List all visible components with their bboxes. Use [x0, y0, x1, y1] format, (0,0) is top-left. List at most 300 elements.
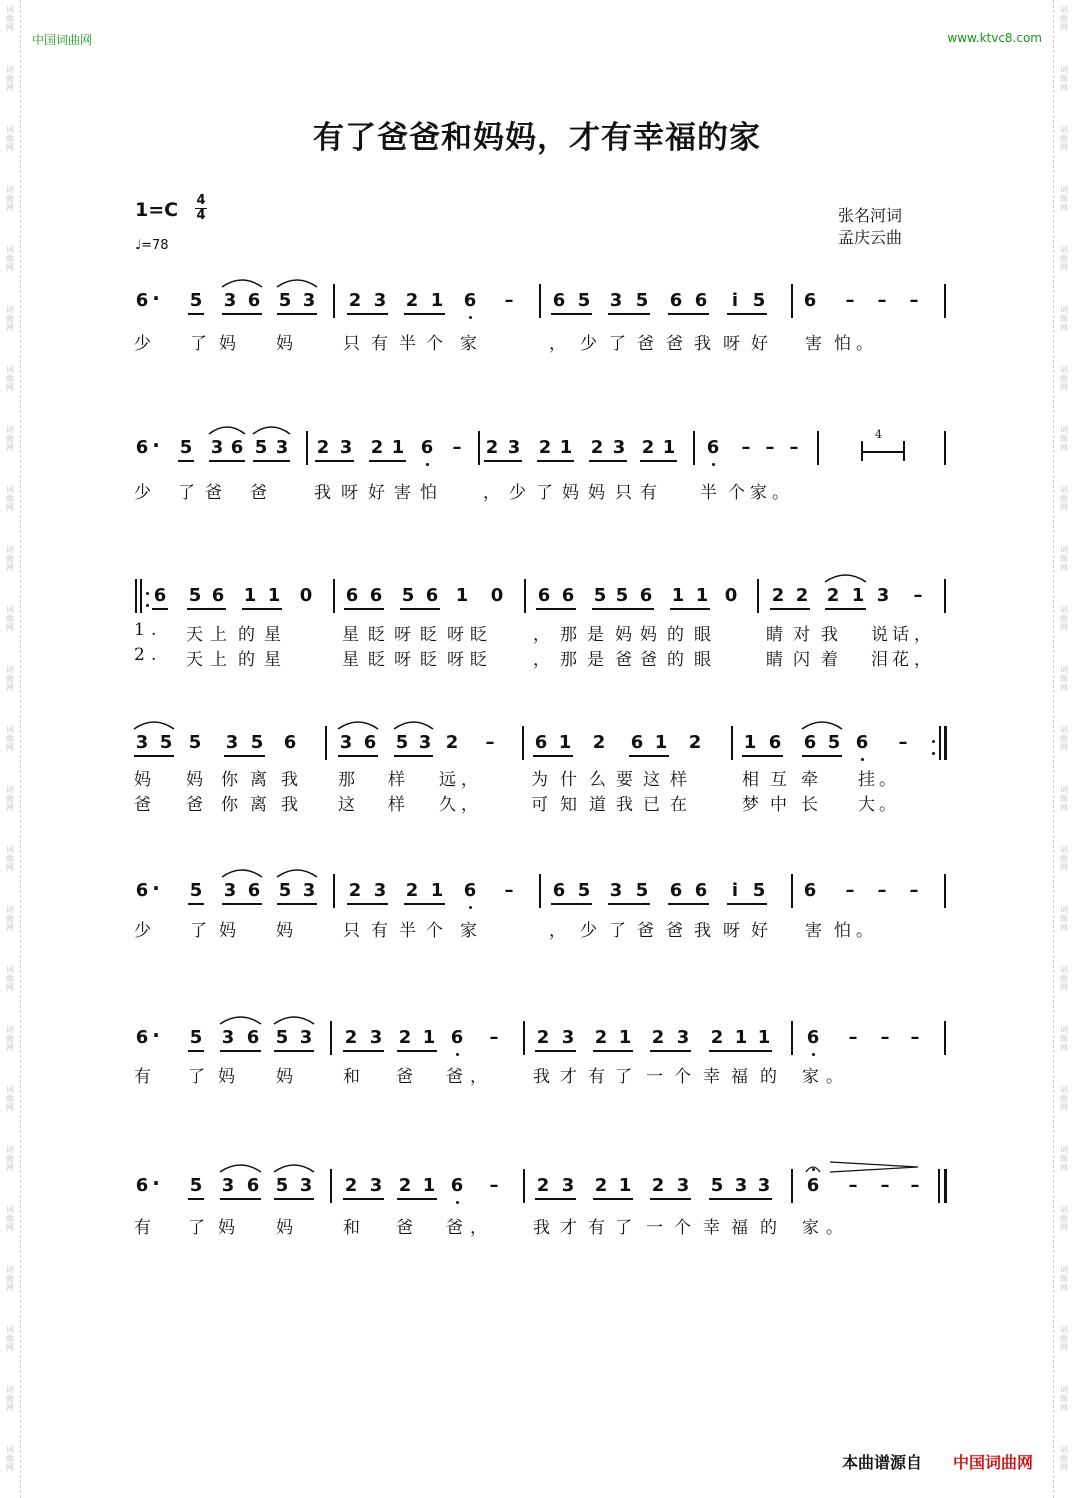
beam-underline [152, 608, 168, 610]
barline [333, 284, 335, 318]
note-digit: – [910, 1175, 920, 1196]
lyric-char: 我 [281, 770, 298, 790]
repeat-or-final-bar [944, 1169, 947, 1203]
lyric-char: 我 [694, 921, 711, 941]
watermark-text: 词 曲 网 [6, 425, 14, 452]
watermark-text: 词 曲 网 [1060, 1085, 1068, 1112]
note-digit: 5 [593, 585, 607, 606]
lyric-char: 有 [371, 334, 388, 354]
note-digit: 6 [450, 1175, 464, 1196]
lyric-char: 妈 [134, 770, 151, 790]
lyric-char: 妈 [588, 483, 605, 503]
note-digit: 1 [851, 585, 865, 606]
note-digit: 1 [662, 437, 676, 458]
lyric-char: 星 [342, 625, 359, 645]
slur-arc [338, 722, 378, 729]
note-digit: 6 [694, 880, 708, 901]
lyric-char: 道 [589, 795, 606, 815]
watermark-text: 词 曲 网 [6, 1025, 14, 1052]
lyric-char: 为 [531, 770, 548, 790]
lyric-char: 妈 [218, 1218, 235, 1238]
slur-arc [222, 280, 262, 287]
measure-rest-tick [861, 441, 863, 461]
note-digit: 2 [826, 585, 840, 606]
lyric-char: 才 [560, 1218, 577, 1238]
lyric-char: 了 [615, 1218, 632, 1238]
beam-underline [209, 460, 245, 462]
watermark-text: 词 曲 网 [6, 365, 14, 392]
barline [731, 726, 733, 760]
lyric-char: 爸 [205, 483, 222, 503]
note-digit: 5 [278, 880, 292, 901]
lyric-char: 的 [667, 625, 684, 645]
lyric-char: 个 [426, 921, 443, 941]
beam-underline [825, 608, 866, 610]
lyric-char: 害 [805, 921, 822, 941]
note-digit: 5 [189, 1175, 203, 1196]
watermark-text: 词 曲 网 [1060, 185, 1068, 212]
note-digit: 6 [706, 437, 720, 458]
footer-source-label: 本曲谱源自 [842, 1453, 923, 1472]
note-digit: 6 [463, 290, 477, 311]
watermark-text: 词 曲 网 [6, 725, 14, 752]
note-digit: – [845, 290, 855, 311]
beam-underline [369, 460, 406, 462]
watermark-text: 词 曲 网 [6, 1265, 14, 1292]
beam-underline [537, 460, 574, 462]
note-digit: 3 [876, 585, 890, 606]
note-digit: 1 [422, 1027, 436, 1048]
watermark-text: 词 曲 网 [1060, 5, 1068, 32]
lyric-char: 的 [238, 625, 255, 645]
lyric-char: 才 [560, 1067, 577, 1087]
lyric-char: 怕 [420, 483, 437, 503]
beam-underline [484, 460, 522, 462]
lyric-char: 离 [250, 795, 267, 815]
slur-arc [222, 870, 262, 877]
note-digit: 3 [225, 732, 239, 753]
watermark-text: 词 曲 网 [1060, 305, 1068, 332]
beam-underline [709, 1198, 772, 1200]
repeat-or-final-bar [938, 1169, 940, 1203]
lyric-char: 了 [609, 334, 626, 354]
lyric-char: 是 [587, 625, 604, 645]
lyric-char: 长 [801, 795, 818, 815]
beam-underline [134, 755, 174, 757]
note-digit: 2 [398, 1027, 412, 1048]
watermark-text: 词 曲 网 [6, 845, 14, 872]
note-digit: 3 [507, 437, 521, 458]
low-octave-dot [426, 463, 429, 466]
repeat-or-final-bar [135, 579, 137, 613]
note-digit: · [152, 1171, 160, 1195]
measure-rest-line [861, 451, 903, 453]
watermark-text: 词 曲 网 [6, 5, 14, 32]
lyric-char: ， [914, 625, 931, 645]
lyric-char: 呀 [723, 921, 740, 941]
note-digit: – [913, 585, 923, 606]
lyric-char: 妈 [615, 625, 632, 645]
note-digit: 6 [803, 732, 817, 753]
note-digit: 5 [635, 290, 649, 311]
lyric-char: 睛 [766, 625, 783, 645]
lyric-char: 眨 [420, 650, 437, 670]
note-digit: 1 [559, 437, 573, 458]
watermark-text: 词 曲 网 [6, 245, 14, 272]
barline [791, 874, 793, 908]
lyric-char: 远 [439, 770, 456, 790]
note-digit: 2 [795, 585, 809, 606]
note-digit: – [845, 880, 855, 901]
slur-arc [274, 1165, 314, 1172]
note-digit: 5 [275, 1027, 289, 1048]
lyric-char: 说 [871, 625, 888, 645]
watermark-text: 词 曲 网 [1060, 1025, 1068, 1052]
lyric-char: 妈 [218, 1067, 235, 1087]
lyric-char: 了 [615, 1067, 632, 1087]
note-digit: 3 [223, 290, 237, 311]
lyric-char: 爸 [186, 795, 203, 815]
beam-underline [394, 755, 433, 757]
repeat-or-final-bar [944, 726, 947, 760]
meter-bottom: 4 [196, 208, 206, 223]
lyric-char: 什 [560, 770, 577, 790]
lyric-char: 妈 [186, 770, 203, 790]
note-digit: 2 [592, 732, 606, 753]
beam-underline [650, 1198, 691, 1200]
lyric-char: 只 [615, 483, 632, 503]
note-digit: 5 [635, 880, 649, 901]
note-digit: 6 [561, 585, 575, 606]
watermark-text: 词 曲 网 [1060, 1325, 1068, 1352]
note-digit: – [909, 290, 919, 311]
repeat-or-final-bar [140, 579, 142, 613]
beam-underline [277, 313, 317, 315]
beam-underline [592, 608, 654, 610]
lyric-char: 相 [742, 770, 759, 790]
beam-underline [709, 1050, 772, 1052]
lyric-char: 么 [589, 770, 606, 790]
lyric-char: 爸 [250, 483, 267, 503]
lyric-char: 睛 [766, 650, 783, 670]
note-digit: 1 [618, 1027, 632, 1048]
lyric-char: 爸 [134, 795, 151, 815]
lyric-char: 有 [134, 1067, 151, 1087]
lyric-char: 上 [210, 650, 227, 670]
barline [306, 431, 308, 465]
note-digit: 3 [609, 880, 623, 901]
note-digit: 3 [221, 1027, 235, 1048]
beam-underline [347, 313, 388, 315]
watermark-text: 词 曲 网 [1060, 665, 1068, 692]
measure-rest-marker: 4 [875, 428, 882, 441]
beam-underline [222, 903, 262, 905]
lyric-char: 妈 [276, 1218, 293, 1238]
note-digit: 6 [552, 290, 566, 311]
note-digit: 6 [345, 585, 359, 606]
lyric-char: 半 [399, 921, 416, 941]
lyricist-credit: 张名河词 [838, 206, 903, 225]
beam-underline [404, 313, 445, 315]
barline [325, 726, 327, 760]
lyric-char: 只 [343, 334, 360, 354]
lyric-char: 了 [190, 921, 207, 941]
lyric-char: 大 [858, 795, 875, 815]
lyric-char: 了 [536, 483, 553, 503]
lyric-char: 家 [802, 1218, 819, 1238]
note-digit: – [877, 880, 887, 901]
beam-underline [668, 903, 709, 905]
barline [791, 1169, 793, 1203]
note-digit: 2 [538, 437, 552, 458]
note-digit: 1 [671, 585, 685, 606]
note-digit: 5 [752, 880, 766, 901]
note-digit: – [880, 1175, 890, 1196]
watermark-text: 词 曲 网 [6, 605, 14, 632]
note-digit: 5 [577, 880, 591, 901]
lyric-char: 半 [399, 334, 416, 354]
lyric-char: 。 [879, 770, 896, 790]
watermark-text: 词 曲 网 [1060, 605, 1068, 632]
note-digit: 6 [552, 880, 566, 901]
note-digit: · [152, 433, 160, 457]
repeat-dot [146, 592, 149, 595]
note-digit: 6 [803, 290, 817, 311]
lyric-char: 少 [580, 921, 597, 941]
barline [944, 1021, 946, 1055]
beam-underline [397, 1198, 437, 1200]
low-octave-dot [469, 316, 472, 319]
beam-underline [242, 608, 282, 610]
barline [478, 431, 480, 465]
beam-underline [551, 313, 592, 315]
note-digit: 6 [806, 1175, 820, 1196]
lyric-char: 牵 [801, 770, 818, 790]
low-octave-dot [861, 758, 864, 761]
note-digit: 1 [455, 585, 469, 606]
note-digit: 3 [757, 1175, 771, 1196]
lyric-char: ， [470, 1218, 487, 1238]
beam-underline [533, 755, 573, 757]
note-digit: 5 [752, 290, 766, 311]
note-digit: 6 [669, 880, 683, 901]
lyric-char: 和 [343, 1067, 360, 1087]
song-title: 有了爸爸和妈妈，才有幸福的家 [313, 120, 761, 156]
beam-underline [347, 903, 388, 905]
lyric-char: 家 [460, 334, 477, 354]
lyric-char: 害 [805, 334, 822, 354]
barline [523, 1169, 525, 1203]
beam-underline [274, 1050, 314, 1052]
note-digit: 2 [405, 880, 419, 901]
lyric-char: . [151, 645, 157, 665]
lyric-char: 话 [892, 625, 909, 645]
measure-rest-tick [903, 441, 905, 461]
note-digit: 3 [223, 880, 237, 901]
lyric-char: 呀 [447, 650, 464, 670]
watermark-text: 词 曲 网 [1060, 125, 1068, 152]
note-digit: 0 [490, 585, 504, 606]
note-digit: 6 [363, 732, 377, 753]
lyric-char: 我 [533, 1218, 550, 1238]
note-digit: 1 [422, 1175, 436, 1196]
lyric-char: 我 [281, 795, 298, 815]
footer-source-site[interactable]: 中国词曲网 [953, 1453, 1034, 1472]
note-digit: – [452, 437, 462, 458]
lyric-char: 有 [588, 1218, 605, 1238]
lyric-char: 爸 [640, 650, 657, 670]
beam-underline [178, 460, 194, 462]
watermark-text: 词 曲 网 [6, 1205, 14, 1232]
note-digit: 1 [558, 732, 572, 753]
note-digit: 3 [373, 880, 387, 901]
beam-underline [668, 313, 709, 315]
lyric-char: ， [470, 1067, 487, 1087]
beam-underline [220, 1050, 261, 1052]
fermata-dot [812, 1168, 815, 1171]
slur-arc [802, 722, 842, 729]
barline [524, 579, 526, 613]
lyric-char: 有 [134, 1218, 151, 1238]
watermark-text: 词 曲 网 [6, 665, 14, 692]
note-digit: – [741, 437, 751, 458]
lyric-char: ， [533, 650, 550, 670]
note-digit: 3 [210, 437, 224, 458]
note-digit: 5 [827, 732, 841, 753]
lyric-char: 个 [728, 483, 745, 503]
lyric-char: 眨 [368, 625, 385, 645]
note-digit: 6 [639, 585, 653, 606]
watermark-text: 词 曲 网 [1060, 365, 1068, 392]
site-name-left[interactable]: 中国词曲网 [32, 33, 93, 47]
watermark-text: 词 曲 网 [1060, 1445, 1068, 1472]
lyric-char: 妈 [640, 625, 657, 645]
meter-top: 4 [196, 193, 206, 208]
note-digit: – [877, 290, 887, 311]
lyric-char: 你 [221, 795, 238, 815]
lyric-char: ， [461, 770, 478, 790]
note-digit: 3 [561, 1027, 575, 1048]
lyric-char: 对 [793, 625, 810, 645]
note-digit: 5 [710, 1175, 724, 1196]
lyric-char: 好 [751, 334, 768, 354]
lyric-char: 怕 [834, 921, 851, 941]
slur-arc [394, 722, 433, 729]
lyric-char: 2 [134, 645, 145, 665]
note-digit: 2 [594, 1027, 608, 1048]
beam-underline [670, 608, 710, 610]
watermark-text: 词 曲 网 [1060, 485, 1068, 512]
beam-underline [802, 755, 842, 757]
lyric-char: 妈 [562, 483, 579, 503]
watermark-text: 词 曲 网 [1060, 1205, 1068, 1232]
note-digit: 5 [189, 1027, 203, 1048]
lyric-char: 我 [821, 625, 838, 645]
low-octave-dot [712, 463, 715, 466]
note-digit: 3 [339, 437, 353, 458]
note-digit: 3 [302, 880, 316, 901]
note-digit: 5 [179, 437, 193, 458]
note-digit: – [485, 732, 495, 753]
lyric-char: 少 [134, 334, 151, 354]
watermark-text: 词 曲 网 [1060, 785, 1068, 812]
note-digit: i [731, 290, 739, 311]
lyric-char: 呀 [341, 483, 358, 503]
note-digit: 6 [630, 732, 644, 753]
note-digit: 5 [250, 732, 264, 753]
lyric-char: 是 [587, 650, 604, 670]
lyric-char: 家 [750, 483, 767, 503]
beam-underline [608, 313, 650, 315]
note-digit: 3 [275, 437, 289, 458]
watermark-text: 词 曲 网 [1060, 725, 1068, 752]
note-digit: – [848, 1175, 858, 1196]
lyric-char: 我 [694, 334, 711, 354]
lyric-char: 挂 [858, 770, 875, 790]
lyric-char: 害 [394, 483, 411, 503]
barline [791, 284, 793, 318]
watermark-text: 词 曲 网 [1060, 1145, 1068, 1172]
barline [944, 579, 946, 613]
beam-underline [343, 1198, 384, 1200]
watermark-text: 词 曲 网 [6, 1085, 14, 1112]
note-digit: 2 [485, 437, 499, 458]
lyric-char: 妈 [276, 921, 293, 941]
note-digit: 1 [430, 880, 444, 901]
note-digit: 3 [561, 1175, 575, 1196]
watermark-text: 词 曲 网 [1060, 905, 1068, 932]
lyric-char: 花 [892, 650, 909, 670]
low-octave-dot [812, 1053, 815, 1056]
slur-arc [277, 280, 317, 287]
note-digit: 3 [299, 1027, 313, 1048]
lyric-char: 星 [264, 650, 281, 670]
lyric-char: 呀 [447, 625, 464, 645]
note-digit: 2 [348, 880, 362, 901]
note-digit: 6 [135, 1175, 149, 1196]
beam-underline [593, 1198, 633, 1200]
barline [944, 284, 946, 318]
watermark-text: 词 曲 网 [1060, 845, 1068, 872]
note-digit: 2 [398, 1175, 412, 1196]
barline [330, 1169, 332, 1203]
note-digit: 6 [803, 880, 817, 901]
beam-underline [593, 1050, 633, 1052]
slur-arc [209, 427, 245, 434]
note-digit: 6 [768, 732, 782, 753]
watermark-text: 词 曲 网 [6, 1385, 14, 1412]
beam-underline [315, 460, 354, 462]
lyric-char: 天 [186, 650, 203, 670]
slur-arc [220, 1165, 261, 1172]
lyric-char: 有 [640, 483, 657, 503]
fermata [806, 1167, 820, 1172]
note-digit: 1 [618, 1175, 632, 1196]
note-digit: 5 [189, 290, 203, 311]
lyric-char: 呀 [394, 625, 411, 645]
barline [522, 726, 524, 760]
note-digit: 6 [283, 732, 297, 753]
note-digit: 6 [369, 585, 383, 606]
lyric-char: 爸 [637, 334, 654, 354]
site-url-right[interactable]: www.ktvc8.com [947, 31, 1042, 45]
note-digit: 0 [299, 585, 313, 606]
note-digit: 3 [369, 1027, 383, 1048]
watermark-text: 词 曲 网 [1060, 1385, 1068, 1412]
note-digit: 2 [344, 1175, 358, 1196]
slur-arc [274, 1017, 314, 1024]
note-digit: 6 [230, 437, 244, 458]
